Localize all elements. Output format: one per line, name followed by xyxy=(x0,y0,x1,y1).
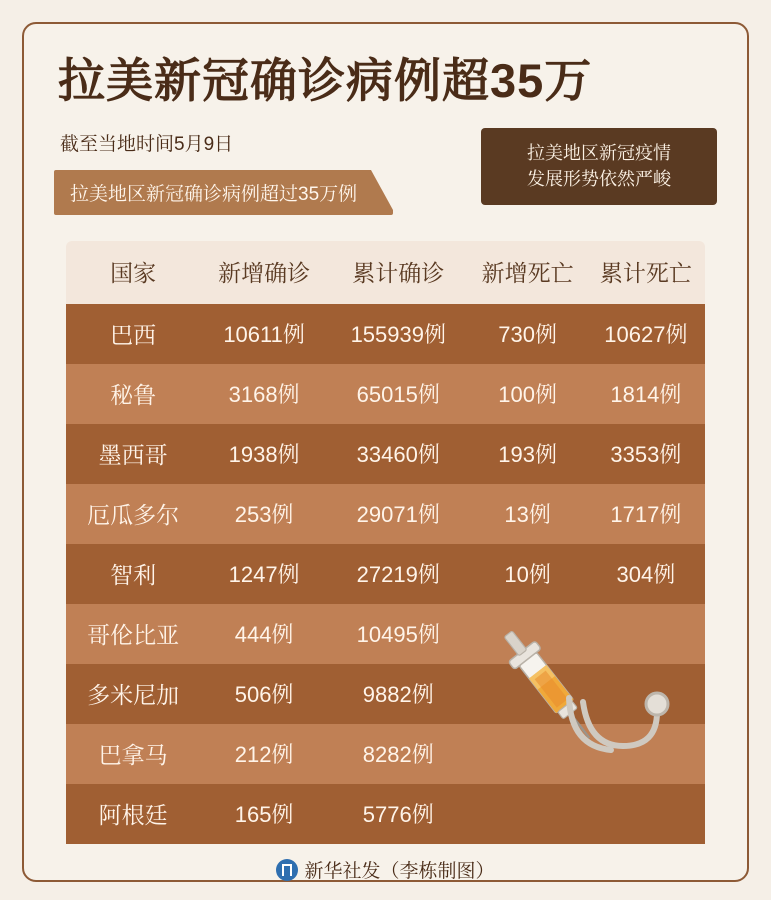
highlight-callout xyxy=(481,128,717,205)
page-title: 拉美新冠确诊病例超35万 xyxy=(58,54,593,107)
cell-total-cases: 10495例 xyxy=(328,604,469,664)
column-header-new-cases: 新增确诊 xyxy=(200,241,328,304)
cell-total-cases: 9882例 xyxy=(328,664,469,724)
cell-country: 秘鲁 xyxy=(66,364,200,424)
cell-country: 墨西哥 xyxy=(66,424,200,484)
table-row xyxy=(66,424,705,484)
cell-total-deaths xyxy=(587,724,705,784)
cell-total-cases: 155939例 xyxy=(328,304,469,364)
cell-new-deaths: 10例 xyxy=(469,544,587,604)
cell-new-cases: 3168例 xyxy=(200,364,328,424)
poster-inner-frame xyxy=(22,22,749,882)
table-row xyxy=(66,604,705,664)
cell-country: 多米尼加 xyxy=(66,664,200,724)
data-table-wrapper xyxy=(66,241,705,844)
table-row xyxy=(66,304,705,364)
cell-total-cases: 65015例 xyxy=(328,364,469,424)
cell-total-deaths xyxy=(587,664,705,724)
cell-new-deaths xyxy=(469,604,587,664)
table-row xyxy=(66,484,705,544)
banner-label: 拉美地区新冠确诊病例超过35万例 xyxy=(54,170,393,215)
table-row xyxy=(66,784,705,844)
cell-total-cases: 33460例 xyxy=(328,424,469,484)
cell-total-cases: 8282例 xyxy=(328,724,469,784)
cell-country: 巴拿马 xyxy=(66,724,200,784)
callout-line-1: 拉美地区新冠疫情 xyxy=(527,143,671,163)
cell-new-cases: 506例 xyxy=(200,664,328,724)
column-header-total-cases: 累计确诊 xyxy=(328,241,469,304)
cell-total-cases: 29071例 xyxy=(328,484,469,544)
cell-country: 智利 xyxy=(66,544,200,604)
cell-country: 巴西 xyxy=(66,304,200,364)
cell-new-cases: 10611例 xyxy=(200,304,328,364)
cell-total-deaths: 10627例 xyxy=(587,304,705,364)
cell-total-deaths xyxy=(587,604,705,664)
subtitle: 截至当地时间5月9日 xyxy=(60,133,234,155)
cell-total-cases: 5776例 xyxy=(328,784,469,844)
covid-data-table xyxy=(66,241,705,844)
cell-new-deaths: 193例 xyxy=(469,424,587,484)
column-header-country: 国家 xyxy=(66,241,200,304)
cell-new-deaths: 730例 xyxy=(469,304,587,364)
cell-new-cases: 253例 xyxy=(200,484,328,544)
cell-country: 哥伦比亚 xyxy=(66,604,200,664)
callout-line-2: 发展形势依然严峻 xyxy=(527,169,671,190)
credit-text: 新华社发（李栋制图） xyxy=(304,860,495,882)
cell-total-cases: 27219例 xyxy=(328,544,469,604)
credit-line xyxy=(54,856,717,883)
cell-total-deaths: 1717例 xyxy=(587,484,705,544)
cell-new-deaths xyxy=(469,724,587,784)
cell-total-deaths: 3353例 xyxy=(587,424,705,484)
cell-new-deaths: 100例 xyxy=(469,364,587,424)
column-header-total-deaths: 累计死亡 xyxy=(587,241,705,304)
cell-new-cases: 165例 xyxy=(200,784,328,844)
cell-total-deaths: 304例 xyxy=(587,544,705,604)
cell-new-deaths xyxy=(469,784,587,844)
column-header-new-deaths: 新增死亡 xyxy=(469,241,587,304)
cell-new-cases: 444例 xyxy=(200,604,328,664)
cell-new-cases: 212例 xyxy=(200,724,328,784)
table-header-row xyxy=(66,241,705,304)
cell-country: 阿根廷 xyxy=(66,784,200,844)
table-row xyxy=(66,724,705,784)
cell-new-cases: 1247例 xyxy=(200,544,328,604)
xinhua-logo-icon xyxy=(276,859,298,881)
cell-total-deaths: 1814例 xyxy=(587,364,705,424)
cell-new-cases: 1938例 xyxy=(200,424,328,484)
table-row xyxy=(66,544,705,604)
cell-total-deaths xyxy=(587,784,705,844)
cell-new-deaths xyxy=(469,664,587,724)
cell-country: 厄瓜多尔 xyxy=(66,484,200,544)
cell-new-deaths: 13例 xyxy=(469,484,587,544)
table-row xyxy=(66,364,705,424)
table-row xyxy=(66,664,705,724)
